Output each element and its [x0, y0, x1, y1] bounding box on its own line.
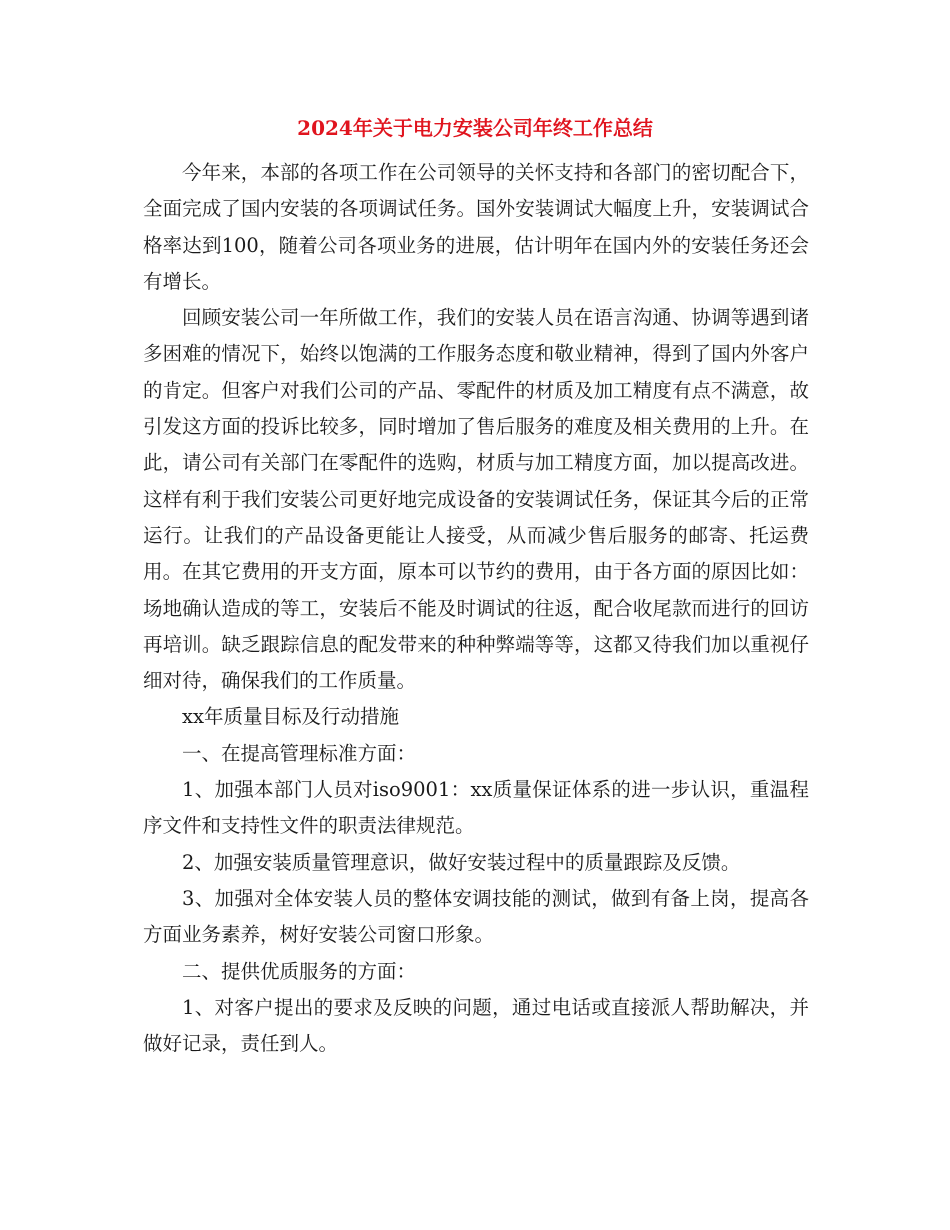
section-heading-quality-goals: xx年质量目标及行动措施 [182, 705, 399, 729]
document-body [143, 155, 809, 1062]
paragraph-review: 回顾安装公司一年所做工作，我们的安装人员在语言沟通、协调等遇到诸多困难的情况下，始终以饱满的工作服务态度和敬业精神，得到了国内外客户的肯定。但客户对我们公司的产品、零配件的材质及加工精度有点不满意，故引发这方面的投诉比较多，同时增加了售后服务的难度及相关费用的上升。在此，请公司有关部门在零配件的选购，材质与加工精度方面，加以提高改进。这样有利于我们安装公司更好地完成设备的安装调试任务，保证其今后的正常运行。让我们的产品设备更能让人接受，从而减少售后服务的邮寄、托运费用。在其它费用的开支方面，原本可以节约的费用，由于各方面的原因比如：场地确认造成的等工，安装后不能及时调试的往返，配合收尾款而进行的回访再培训。缺乏跟踪信息的配发带来的种种弊端等等，这都又待我们加以重视仔细对待，确保我们的工作质量。 [143, 306, 809, 693]
paragraph-intro: 今年来，本部的各项工作在公司领导的关怀支持和各部门的密切配合下，全面完成了国内安装的各项调试任务。国外安装调试大幅度上升，安装调试合格率达到100，随着公司各项业务的进展，估计明年在国内外的安装任务还会有增长。 [143, 161, 809, 293]
list-item-management-2: 2、加强安装质量管理意识，做好安装过程中的质量跟踪及反馈。 [182, 850, 741, 874]
section-heading-service: 二、提供优质服务的方面： [182, 959, 417, 983]
section-heading-management: 一、在提高管理标准方面： [182, 741, 417, 765]
list-item-management-1: 1、加强本部门人员对iso9001：xx质量保证体系的进一步认识，重温程序文件和支持性文件的职责法律规范。 [143, 778, 809, 838]
list-item-service-1: 1、对客户提出的要求及反映的问题，通过电话或直接派人帮助解决，并做好记录，责任到人。 [143, 995, 809, 1056]
list-item-management-3: 3、加强对全体安装人员的整体安调技能的测试，做到有备上岗，提高各方面业务素养，树好安装公司窗口形象。 [143, 886, 809, 947]
document-title: 2024年关于电力安装公司年终工作总结 [297, 116, 653, 140]
